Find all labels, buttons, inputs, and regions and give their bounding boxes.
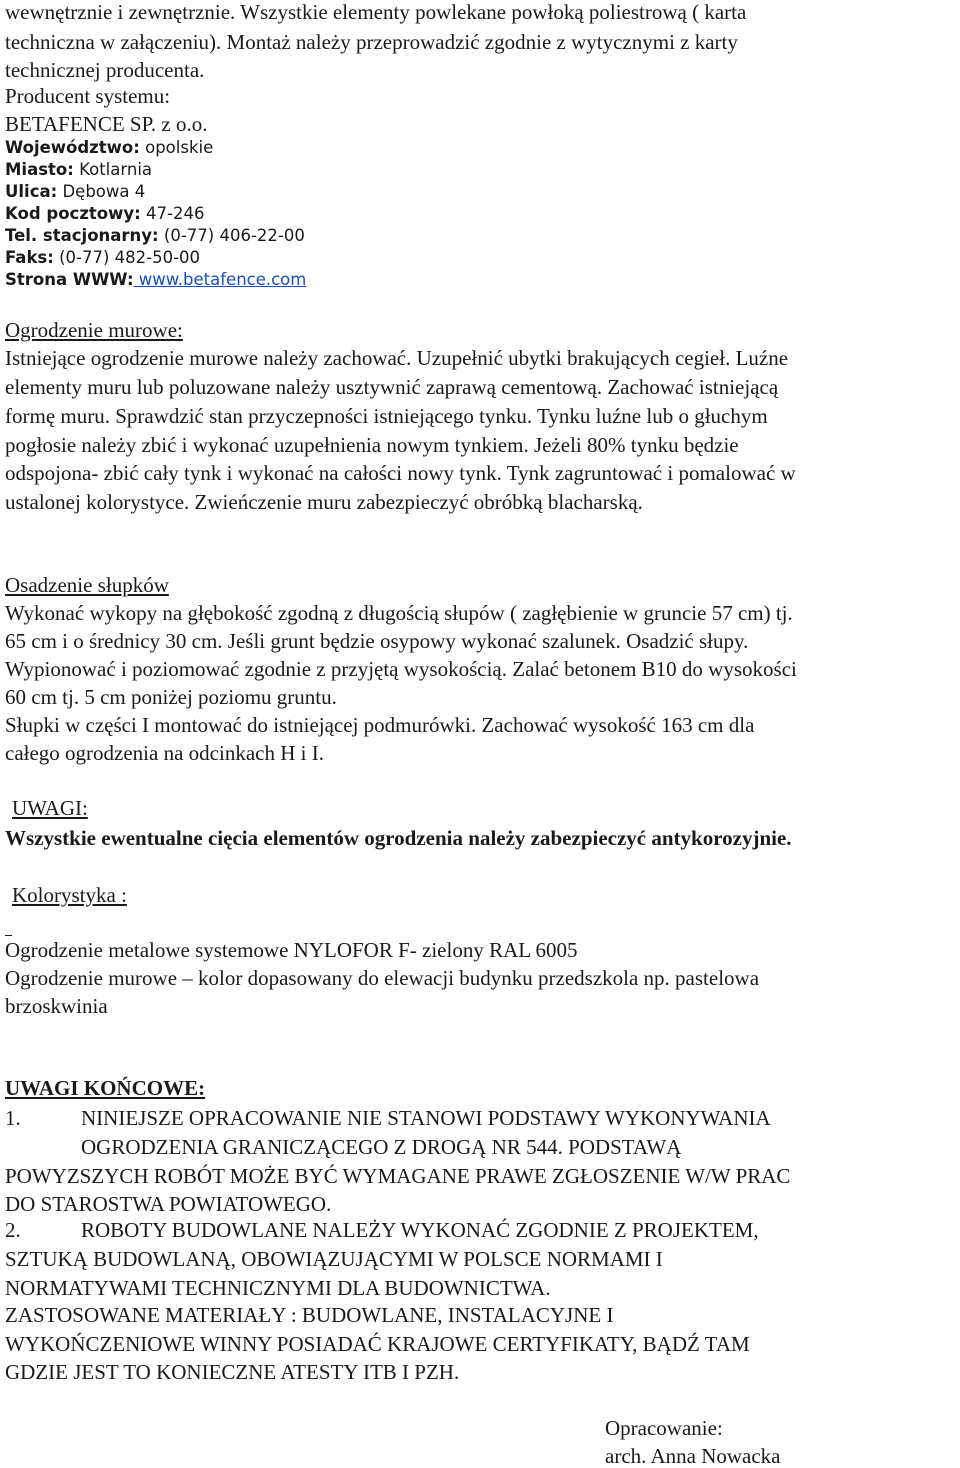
- text-line: odspojona- zbić cały tynk i wykonać na całości nowy tynk. Tynk zagruntować i pomalować w: [5, 461, 796, 485]
- text-line: NINIEJSZE OPRACOWANIE NIE STANOWI PODSTAWY WYKONYWANIA: [81, 1106, 771, 1130]
- text-line: pogłosie należy zbić i wykonać uzupełnienia nowym tynkiem. Jeżeli 80% tynku będzie: [5, 433, 739, 457]
- text-line: techniczna w załączeniu). Montaż należy przeprowadzić zgodnie z wytycznymi z karty: [5, 30, 738, 54]
- text-line: Wypionować i poziomować zgodnie z przyjętą wysokością. Zalać betonem B10 do wysokości: [5, 657, 797, 681]
- text-line: elementy muru lub poluzowane należy usztywnić zaprawą cementową. Zachować istniejącą: [5, 375, 779, 399]
- text-line: brzoskwinia: [5, 994, 108, 1018]
- text-line: Istniejące ogrodzenie murowe należy zachować. Uzupełnić ubytki brakujących cegieł. Luźne: [5, 346, 789, 370]
- text-line: 65 cm i o średnicy 30 cm. Jeśli grunt będzie osypowy wykonać szalunek. Osadzić słupy.: [5, 629, 749, 653]
- contact-row: Województwo: opolskie: [5, 138, 214, 157]
- text-line: ZASTOSOWANE MATERIAŁY : BUDOWLANE, INSTALACYJNE I: [5, 1303, 614, 1327]
- text-line: DO STAROSTWA POWIATOWEGO.: [5, 1192, 332, 1216]
- text-line: Ogrodzenie murowe – kolor dopasowany do elewacji budynku przedszkola np. pastelowa: [5, 966, 760, 990]
- contact-row: Ulica: Dębowa 4: [5, 182, 146, 201]
- list-number: 1.: [5, 1106, 21, 1130]
- contact-row: Strona WWW: www.betafence.com: [5, 270, 307, 289]
- text-line: wewnętrznie i zewnętrznie. Wszystkie elementy powlekane powłoką poliestrową ( karta: [5, 0, 747, 24]
- uwagi-text: Wszystkie ewentualne cięcia elementów ogrodzenia należy zabezpieczyć antykorozyjnie.: [5, 826, 792, 850]
- text-line: 60 cm tj. 5 cm poniżej poziomu gruntu.: [5, 685, 337, 709]
- section-heading-kolorystyka: Kolorystyka :: [12, 883, 127, 907]
- text-line: Producent systemu:: [5, 84, 171, 108]
- text-line: OGRODZENIA GRANICZĄCEGO Z DROGĄ NR 544. PODSTAWĄ: [81, 1135, 682, 1159]
- section-heading-koncowe: UWAGI KOŃCOWE:: [5, 1076, 206, 1100]
- contact-row: Faks: (0-77) 482-50-00: [5, 248, 201, 267]
- text-line: ROBOTY BUDOWLANE NALEŻY WYKONAĆ ZGODNIE Z PROJEKTEM,: [81, 1218, 759, 1242]
- company-name: BETAFENCE SP. z o.o.: [5, 112, 208, 136]
- stray-underline: [5, 935, 12, 936]
- contact-row: Miasto: Kotlarnia: [5, 160, 153, 179]
- text-line: WYKOŃCZENIOWE WINNY POSIADAĆ KRAJOWE CERTYFIKATY, BĄDŹ TAM: [5, 1332, 750, 1356]
- section-heading-uwagi: UWAGI:: [12, 796, 88, 820]
- contact-row: Tel. stacjonarny: (0-77) 406-22-00: [5, 226, 305, 245]
- text-line: Wykonać wykopy na głębokość zgodną z długością słupów ( zagłębienie w gruncie 57 cm) tj.: [5, 601, 793, 625]
- website-link[interactable]: www.betafence.com: [133, 270, 307, 289]
- text-line: całego ogrodzenia na odcinkach H i I.: [5, 741, 324, 765]
- text-line: ustalonej kolorystyce. Zwieńczenie muru zabezpieczyć obróbką blacharską.: [5, 490, 643, 514]
- text-line: POWYZSZYCH ROBÓT MOŻE BYĆ WYMAGANE PRAWE ZGŁOSZENIE W/W PRAC: [5, 1164, 791, 1188]
- text-line: Ogrodzenie metalowe systemowe NYLOFOR F- zielony RAL 6005: [5, 938, 578, 962]
- text-line: GDZIE JEST TO KONIECZNE ATESTY ITB I PZH.: [5, 1360, 460, 1384]
- section-heading-murowe: Ogrodzenie murowe:: [5, 318, 183, 342]
- text-line: formę muru. Sprawdzić stan przyczepności istniejącego tynku. Tynku luźne lub o głuchym: [5, 404, 768, 428]
- signature-name: arch. Anna Nowacka: [605, 1444, 781, 1468]
- list-number: 2.: [5, 1218, 21, 1242]
- text-line: NORMATYWAMI TECHNICZNYMI DLA BUDOWNICTWA.: [5, 1276, 551, 1300]
- signature-label: Opracowanie:: [605, 1416, 723, 1440]
- text-line: technicznej producenta.: [5, 58, 205, 82]
- section-heading-slupki: Osadzenie słupków: [5, 573, 169, 597]
- contact-row: Kod pocztowy: 47-246: [5, 204, 205, 223]
- text-line: SZTUKĄ BUDOWLANĄ, OBOWIĄZUJĄCYMI W POLSCE NORMAMI I: [5, 1247, 663, 1271]
- text-line: Słupki w części I montować do istniejącej podmurówki. Zachować wysokość 163 cm dla: [5, 713, 755, 737]
